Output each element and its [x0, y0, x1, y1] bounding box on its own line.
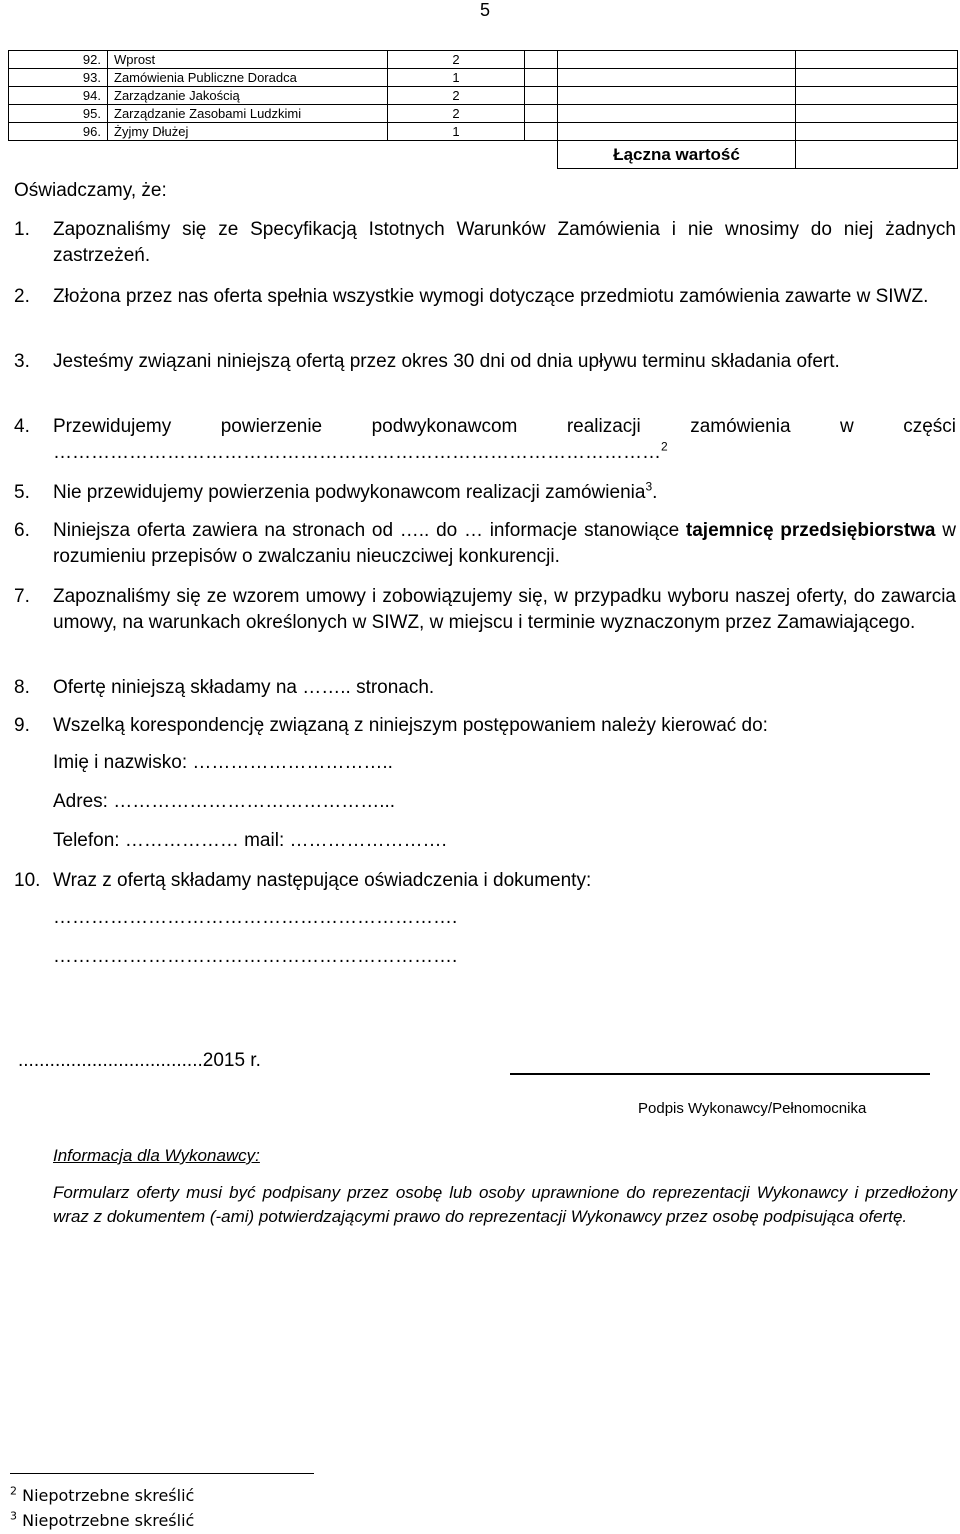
footnote-ref: 2 — [661, 439, 668, 454]
empty-cell — [558, 69, 796, 87]
item-text-bold: tajemnicę przedsiębiorstwa — [685, 520, 936, 541]
item-number: 9. — [14, 715, 30, 736]
item-number: 10. — [14, 870, 41, 891]
table-row — [9, 51, 958, 69]
item-text: Przewidujemy powierzenie podwykonawcom realizacji zamówienia w części — [53, 416, 956, 437]
contact-name-line: Imię i nazwisko: ………………………….. — [53, 752, 393, 773]
subscription-table — [8, 50, 958, 169]
declaration-item-6 — [14, 518, 956, 570]
row-number: 95. — [9, 105, 108, 123]
declaration-item-5 — [14, 480, 956, 506]
empty-cell — [525, 123, 558, 141]
signature-label: Podpis Wykonawcy/Pełnomocnika — [638, 1100, 867, 1117]
row-title: Zarządzanie Zasobami Ludzkimi — [108, 105, 388, 123]
document-line: ………………………………………………………. — [53, 907, 458, 928]
item-text: Nie przewidujemy powierzenia podwykonawcom realizacji zamówienia — [53, 482, 646, 503]
info-heading: Informacja dla Wykonawcy: — [53, 1146, 260, 1165]
footnote-mark: 2 — [10, 1484, 17, 1498]
declaration-item-10 — [14, 868, 956, 894]
empty-cell — [525, 87, 558, 105]
dotted-fill: …………………………………………………………………………………… — [53, 442, 661, 463]
row-quantity: 1 — [388, 69, 525, 87]
empty-cell — [558, 51, 796, 69]
item-number: 4. — [14, 416, 30, 437]
signature-line — [510, 1073, 930, 1075]
footnote-ref: 3 — [645, 479, 653, 494]
footnote — [10, 1511, 194, 1530]
footnote-mark: 3 — [10, 1509, 17, 1523]
row-quantity: 2 — [388, 87, 525, 105]
empty-cell — [525, 105, 558, 123]
item-number: 1. — [14, 219, 30, 240]
empty-cell — [796, 105, 958, 123]
empty-cell — [796, 87, 958, 105]
item-number: 7. — [14, 586, 30, 607]
table-row — [9, 123, 958, 141]
row-title: Wprost — [108, 51, 388, 69]
item-number: 6. — [14, 520, 30, 541]
item-number: 5. — [14, 482, 30, 503]
date-field: ...................................2015 r. — [18, 1050, 261, 1071]
page-number: 5 — [480, 0, 491, 20]
row-number: 96. — [9, 123, 108, 141]
info-text: Formularz oferty musi być podpisany przez osobę lub osoby uprawnione do reprezentacji Wykonawcy i przedłożony wraz z dokumentem (-ami) potwierdzającymi prawo do reprezentacji Wykonawcy przez osobę podpisująca ofertę. — [53, 1183, 957, 1226]
row-quantity: 1 — [388, 123, 525, 141]
row-number: 92. — [9, 51, 108, 69]
declaration-item-8 — [14, 675, 956, 701]
table-row — [9, 105, 958, 123]
table-row — [9, 87, 958, 105]
spacer-cell — [9, 141, 558, 169]
declaration-item-9 — [14, 713, 956, 739]
footnote-text: Niepotrzebne skreślić — [22, 1486, 195, 1505]
row-title: Zarządzanie Jakością — [108, 87, 388, 105]
empty-cell — [525, 69, 558, 87]
declaration-intro: Oświadczamy, że: — [14, 180, 167, 201]
item-number: 2. — [14, 286, 30, 307]
empty-cell — [796, 123, 958, 141]
declaration-item-4 — [14, 414, 956, 466]
item-text: Zapoznaliśmy się ze Specyfikacją Istotnych Warunków Zamówienia i nie wnosimy do niej żadnych zastrzeżeń. — [53, 219, 956, 266]
declaration-item-7 — [14, 584, 956, 636]
empty-cell — [558, 105, 796, 123]
item-text: Wszelką korespondencję związaną z niniejszym postępowaniem należy kierować do: — [53, 715, 768, 736]
empty-cell — [796, 69, 958, 87]
declaration-item-1 — [14, 217, 956, 269]
total-row — [9, 141, 958, 169]
item-text: Ofertę niniejszą składamy na …….. stronach. — [53, 677, 435, 698]
contact-phone-line: Telefon: ……………… mail: ……………………. — [53, 830, 447, 851]
footnote — [10, 1486, 194, 1505]
document-line: ………………………………………………………. — [53, 946, 458, 967]
footnote-text: Niepotrzebne skreślić — [22, 1511, 195, 1530]
item-number: 3. — [14, 351, 30, 372]
item-text: Zapoznaliśmy się ze wzorem umowy i zobowiązujemy się, w przypadku wyboru naszej oferty, do zawarcia umowy, na warunkach określonych w SIWZ, w miejscu i terminie wyznaczonym przez Zamawiającego. — [53, 586, 956, 633]
item-number: 8. — [14, 677, 30, 698]
row-title: Żyjmy Dłużej — [108, 123, 388, 141]
row-title: Zamówienia Publiczne Doradca — [108, 69, 388, 87]
item-text: Złożona przez nas oferta spełnia wszystkie wymogi dotyczące przedmiotu zamówienia zawarte w SIWZ. — [53, 286, 929, 307]
row-number: 94. — [9, 87, 108, 105]
row-quantity: 2 — [388, 105, 525, 123]
item-continuation — [53, 440, 956, 466]
row-number: 93. — [9, 69, 108, 87]
item-text: Niniejsza oferta zawiera na stronach od ….. do … informacje stanowiące — [53, 520, 680, 541]
item-text-cont: w rozumieniu przepisów o zwalczaniu nieuczciwej konkurencji. — [53, 520, 956, 567]
row-quantity: 2 — [388, 51, 525, 69]
item-text: Wraz z ofertą składamy następujące oświadczenia i dokumenty: — [53, 870, 592, 891]
empty-cell — [525, 51, 558, 69]
table-row — [9, 69, 958, 87]
empty-cell — [796, 51, 958, 69]
total-label: Łączna wartość — [558, 141, 796, 169]
contact-address-line: Adres: ……………………………………... — [53, 791, 396, 812]
item-text: Jesteśmy związani niniejszą ofertą przez okres 30 dni od dnia upływu terminu składania ofert. — [53, 351, 840, 372]
declaration-item-2 — [14, 284, 956, 310]
declaration-item-3 — [14, 349, 956, 375]
footnote-separator — [10, 1473, 314, 1474]
empty-cell — [558, 123, 796, 141]
total-value-cell — [796, 141, 958, 169]
item-tail: . — [652, 482, 658, 503]
empty-cell — [558, 87, 796, 105]
